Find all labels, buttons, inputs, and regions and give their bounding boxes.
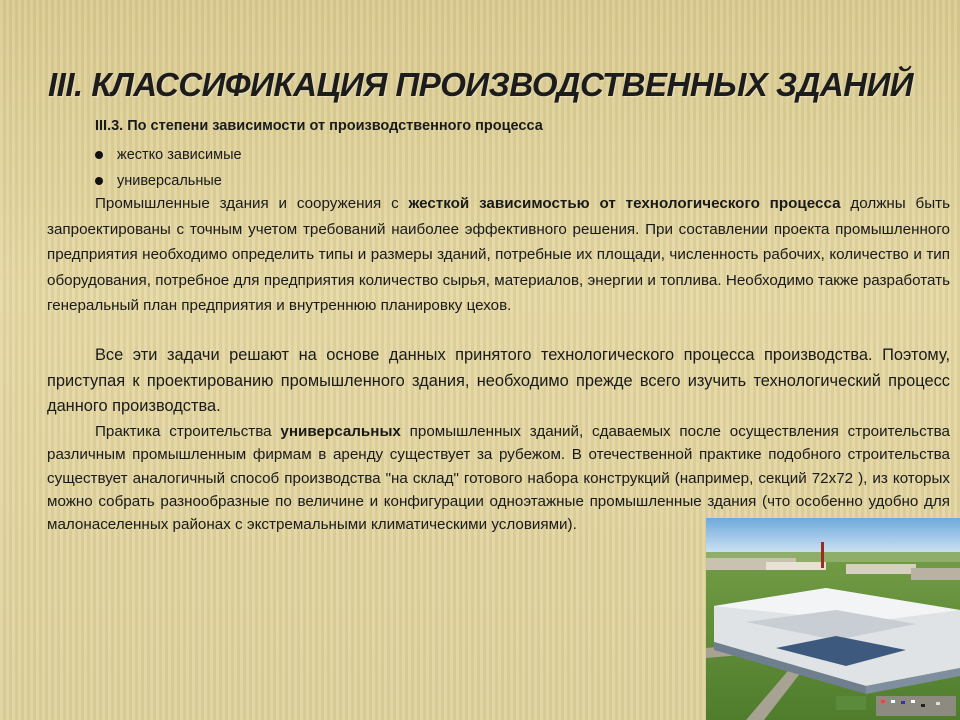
- paragraph-rigid-dependence: [47, 191, 950, 319]
- bullet-label: универсальные: [117, 173, 222, 189]
- list-item: [95, 142, 242, 168]
- industrial-plant-photo-icon: [706, 518, 960, 720]
- bullet-label: жестко зависимые: [117, 147, 242, 163]
- page-title: III. КЛАССИФИКАЦИЯ ПРОИЗВОДСТВЕННЫХ ЗДАНИЙ: [48, 66, 914, 103]
- paragraph-text: Промышленные здания и сооружения с: [95, 195, 409, 212]
- bullet-list: [95, 142, 242, 194]
- bullet-dot-icon: [95, 177, 103, 185]
- paragraph-emphasis: жесткой зависимостью от технологического процесса: [408, 195, 841, 212]
- bullet-dot-icon: [95, 151, 103, 159]
- section-subtitle: III.3. По степени зависимости от производственного процесса: [95, 118, 543, 134]
- paragraph-emphasis: универсальных: [280, 423, 401, 440]
- paragraph-text: промышленных зданий, сдаваемых после осуществления строительства различным промышленным фирмам в аренду существует за рубежом. В отечественной практике подобного строительства существует аналогичный способ производства "на склад" готового набора конструкций (например, секций 72х72 ), из которых можно собрать разнообразные по величине и конфигурации одноэтажные промышленные здания (что особенно удобно для малонаселенных районах с экстремальными климатическими условиями).: [47, 423, 950, 534]
- paragraph-text: Практика строительства: [95, 423, 281, 440]
- paragraph-text: должны быть запроектированы с точным учетом требований наиболее эффективного решения. При составлении проекта промышленного предприятия необходимо определить типы и размеры зданий, потребные их площади, численность рабочих, количество и тип оборудования, потребное для предприятия количество сырья, материалов, энергии и топлива. Необходимо также разработать генеральный план предприятия и внутреннюю планировку цехов.: [47, 195, 951, 314]
- paragraph-tasks: Все эти задачи решают на основе данных принятого технологического процесса производства. Поэтому, приступая к проектированию промышленного здания, необходимо прежде всего изучить технологический процесс данного производства.: [47, 346, 950, 415]
